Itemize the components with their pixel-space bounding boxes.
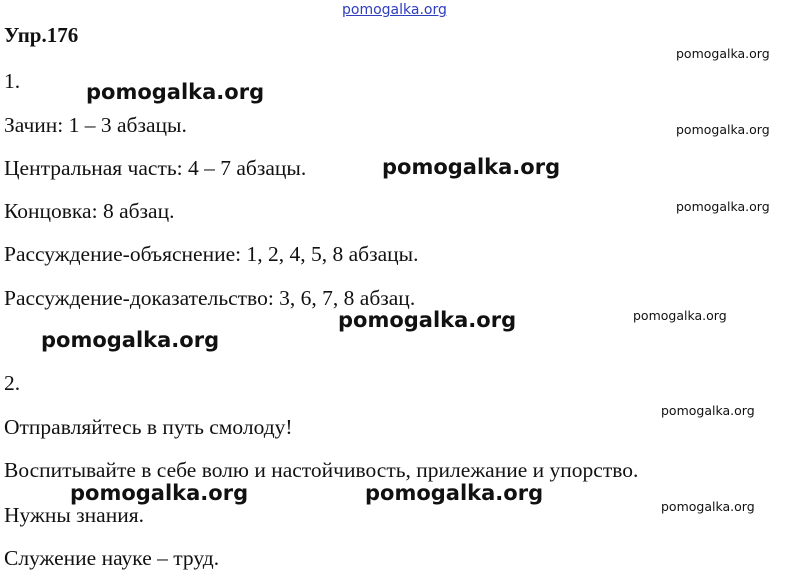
watermark-small: pomogalka.org <box>676 46 770 61</box>
watermark-small: pomogalka.org <box>633 308 727 323</box>
section-1-line-5: Рассуждение-доказательство: 3, 6, 7, 8 абзац. <box>4 286 416 310</box>
section-1-number: 1. <box>4 69 21 93</box>
section-2-line-1: Отправляйтесь в путь смолоду! <box>4 415 293 439</box>
watermark-small: pomogalka.org <box>676 199 770 214</box>
section-2-line-3: Нужны знания. <box>4 503 144 527</box>
section-1-line-2: Центральная часть: 4 – 7 абзацы. <box>4 156 307 180</box>
watermark-large: pomogalka.org <box>338 308 517 332</box>
watermark-large: pomogalka.org <box>86 80 265 104</box>
watermark-large: pomogalka.org <box>41 328 220 352</box>
exercise-title: Упр.176 <box>4 23 79 47</box>
watermark-small: pomogalka.org <box>661 403 755 418</box>
section-1-line-4: Рассуждение-объяснение: 1, 2, 4, 5, 8 абзацы. <box>4 242 419 266</box>
section-2-line-2: Воспитывайте в себе волю и настойчивость, прилежание и упорство. <box>4 458 639 482</box>
section-1-line-3: Концовка: 8 абзац. <box>4 199 175 223</box>
watermark-large: pomogalka.org <box>70 481 249 505</box>
header-watermark: pomogalka.org <box>342 2 447 18</box>
section-1-line-1: Зачин: 1 – 3 абзацы. <box>4 113 187 137</box>
watermark-small: pomogalka.org <box>661 499 755 514</box>
section-2-line-4: Служение науке – труд. <box>4 546 220 570</box>
watermark-large: pomogalka.org <box>365 481 544 505</box>
section-2-number: 2. <box>4 371 21 395</box>
watermark-large: pomogalka.org <box>382 155 561 179</box>
watermark-small: pomogalka.org <box>676 122 770 137</box>
